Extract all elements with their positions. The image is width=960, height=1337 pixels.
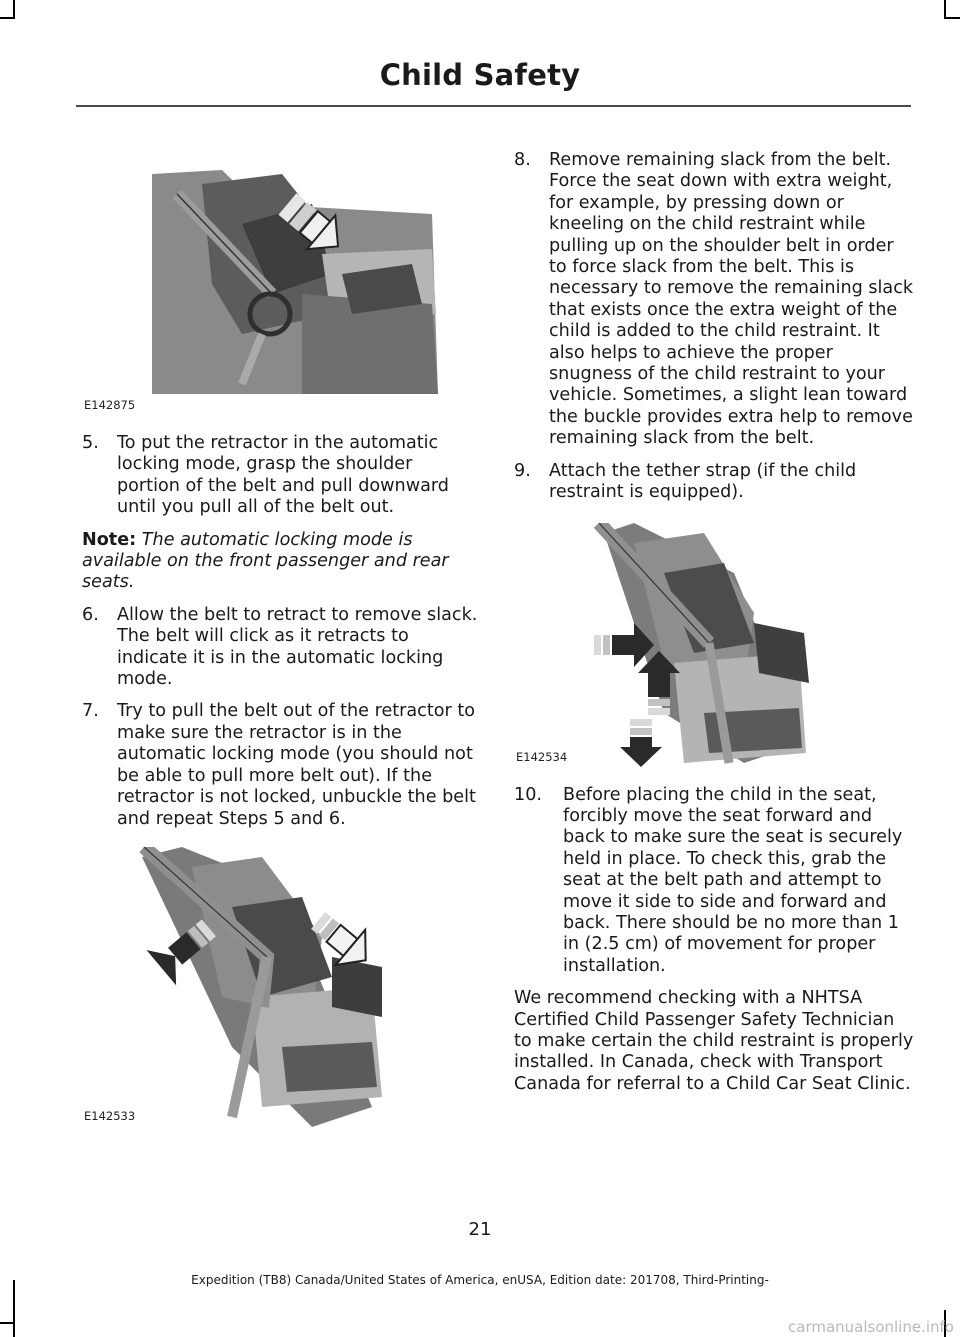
closing-paragraph: We recommend checking with a NHTSA Certified Child Passenger Safety Technician to make certain the child restraint is properly installed. In Canada, check with Transport Canada for referral to a Child Car Seat Clinic. bbox=[514, 988, 914, 1094]
child-seat-retractor-check-illustration bbox=[82, 847, 442, 1129]
step-10 bbox=[514, 785, 914, 978]
step-7 bbox=[82, 701, 480, 829]
note-label: Note: bbox=[82, 529, 137, 550]
step-text: Before placing the child in the seat, forcibly move the seat forward and back to make sure the seat is securely held in place. To check this, grab the seat at the belt path and attempt to move it side to side and forward and back. There should be no more than 1 in (2.5 cm) of movement for proper installation. bbox=[563, 784, 903, 976]
child-seat-tether-illustration bbox=[514, 523, 874, 771]
page-title: Child Safety bbox=[379, 58, 581, 92]
step-8 bbox=[514, 150, 914, 450]
step-text: Remove remaining slack from the belt. Force the seat down with extra weight, for example, by pressing down or kneeling on the child restraint while pulling up on the shoulder belt in order to force slack from the belt. This is necessary to remove the remaining slack that exists once the extra weight of the child is added to the child restraint. It also helps to achieve the proper snugness of the child restraint to your vehicle. Sometimes, a slight lean toward the buckle provides extra help to remove remaining slack from the belt. bbox=[549, 150, 914, 449]
footer-edition-text: Expedition (TB8) Canada/United States of America, enUSA, Edition date: 201708, Third-Printing- bbox=[191, 1273, 769, 1287]
step-number: 8. bbox=[514, 150, 531, 170]
crop-mark-top-left-v bbox=[13, 0, 15, 18]
step-text: Allow the belt to retract to remove slack. The belt will click as it retracts to indicate it is in the automatic locking mode. bbox=[117, 604, 478, 690]
step-5 bbox=[82, 433, 480, 519]
watermark: carmanualsonline.info bbox=[788, 1318, 954, 1336]
page-number: 21 bbox=[468, 1219, 492, 1240]
step-6 bbox=[82, 605, 480, 691]
step-9 bbox=[514, 461, 914, 504]
step-text: Try to pull the belt out of the retractor to make sure the retractor is in the automatic locking mode (you should not be able to pull more belt out). If the retractor is not locked, unbuckle the belt and repeat Steps 5 and 6. bbox=[117, 701, 476, 829]
child-seat-belt-pull-illustration bbox=[82, 164, 442, 418]
step-number: 6. bbox=[82, 604, 99, 625]
figure-id: E142533 bbox=[84, 1108, 136, 1123]
figure-id: E142534 bbox=[516, 750, 568, 765]
left-column bbox=[82, 164, 480, 1129]
step-number: 10. bbox=[514, 784, 542, 805]
step-text: To put the retractor in the automatic locking mode, grasp the shoulder portion of the belt and pull downward until you pull all of the belt out. bbox=[117, 433, 449, 518]
step-number: 5. bbox=[82, 433, 99, 453]
crop-mark-top-left-h bbox=[0, 17, 15, 19]
step-number: 9. bbox=[514, 460, 531, 481]
crop-mark-top-right-h bbox=[944, 17, 960, 19]
crop-mark-bottom-left-h bbox=[0, 1322, 15, 1324]
step-text: Attach the tether strap (if the child restraint is equipped). bbox=[549, 460, 857, 503]
figure-retractor-check bbox=[82, 847, 480, 1129]
figure-id: E142875 bbox=[84, 397, 136, 412]
figure-retractor-pull bbox=[82, 164, 480, 418]
right-column bbox=[514, 150, 914, 1106]
note-text: The automatic locking mode is available on the front passenger and rear seats. bbox=[82, 529, 449, 593]
figure-tether-strap bbox=[514, 523, 914, 771]
step-number: 7. bbox=[82, 701, 99, 722]
note bbox=[82, 530, 480, 594]
crop-mark-bottom-left-v bbox=[13, 1280, 15, 1337]
header-divider bbox=[76, 105, 911, 107]
crop-mark-top-right-v bbox=[944, 0, 946, 18]
